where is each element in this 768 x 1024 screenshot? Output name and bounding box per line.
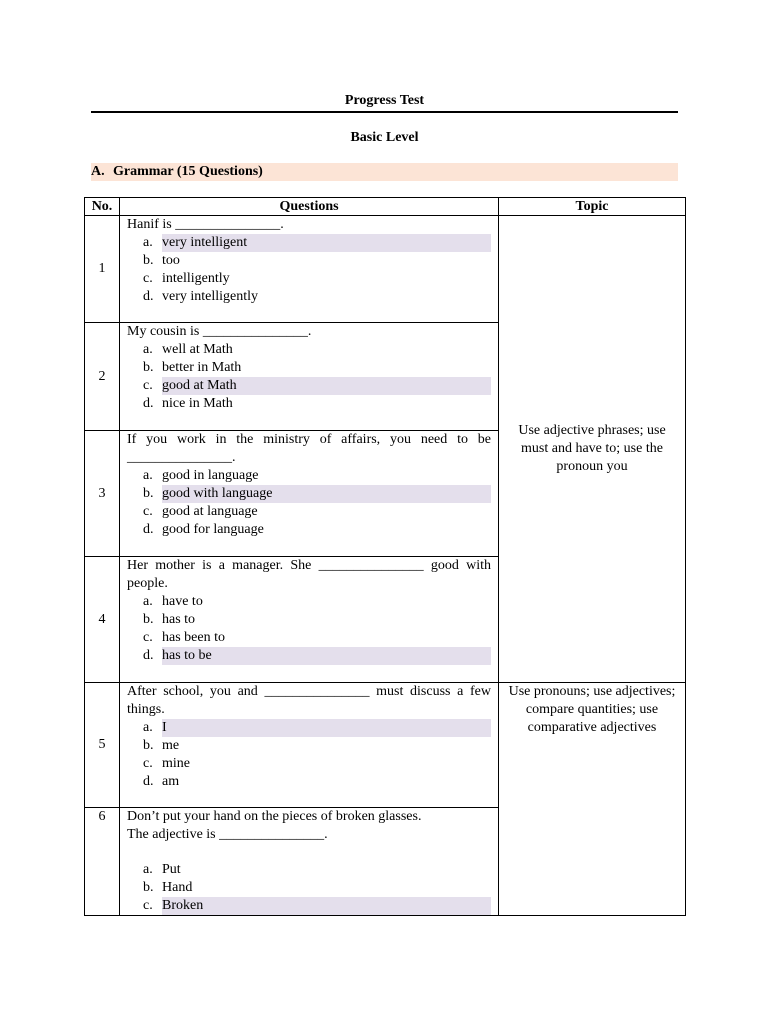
option-letter: a.: [143, 862, 153, 877]
section-title: Grammar (15 Questions): [113, 164, 263, 179]
section-heading: [91, 163, 678, 181]
topic-cell: Use pronouns; use adjectives; compare quantities; use comparative adjectives: [499, 683, 686, 916]
option-text: me: [162, 738, 180, 753]
option-letter: c.: [143, 756, 153, 771]
option-text: good at language: [162, 504, 258, 519]
option-text: good at Math: [162, 378, 237, 393]
table-header-row: [85, 198, 686, 216]
question-number: 1: [85, 216, 120, 323]
option-text: good with language: [162, 486, 273, 501]
option-b: [143, 252, 491, 270]
option-c: [143, 897, 491, 915]
question-stem: Hanif is _______________.: [127, 217, 284, 232]
table-row: [85, 216, 686, 323]
spacer: [162, 844, 491, 861]
table-row: [85, 683, 686, 808]
questions-table: [84, 197, 686, 916]
document-subtitle: Basic Level: [350, 130, 419, 145]
question-cell: [120, 216, 499, 323]
option-text: good for language: [162, 522, 264, 537]
option-letter: a.: [143, 720, 153, 735]
question-stem: Don’t put your hand on the pieces of broken glasses.: [127, 809, 422, 824]
section-number: A.: [91, 164, 105, 179]
option-text: well at Math: [162, 342, 233, 357]
question-number: 6: [85, 808, 120, 916]
option-letter: a.: [143, 235, 153, 250]
option-text: mine: [162, 756, 190, 771]
question-number: 4: [85, 557, 120, 683]
option-b: [143, 737, 491, 755]
option-a: [143, 467, 491, 485]
question-stem: Her mother is a manager. She _______________ good with people.: [127, 558, 491, 591]
option-c: [143, 629, 491, 647]
option-d: [143, 288, 491, 306]
question-cell: [120, 431, 499, 557]
option-letter: c.: [143, 898, 153, 913]
option-d: [143, 773, 491, 791]
option-text: very intelligently: [162, 289, 259, 304]
option-text: am: [162, 774, 180, 789]
option-letter: c.: [143, 378, 153, 393]
document-title: Progress Test: [344, 93, 425, 108]
option-a: [143, 593, 491, 611]
column-header-topic: Topic: [499, 198, 686, 216]
option-text: Broken: [162, 898, 204, 913]
question-cell: [120, 323, 499, 431]
option-b: [143, 485, 491, 503]
option-b: [143, 611, 491, 629]
option-letter: b.: [143, 360, 154, 375]
option-text: intelligently: [162, 271, 230, 286]
option-letter: d.: [143, 522, 154, 537]
title-underline: [91, 111, 678, 113]
question-cell: [120, 808, 499, 916]
option-text: has to: [162, 612, 196, 627]
option-letter: d.: [143, 774, 154, 789]
option-c: [143, 270, 491, 288]
option-text: has to be: [162, 648, 212, 663]
option-d: [143, 521, 491, 539]
option-text: too: [162, 253, 180, 268]
option-letter: c.: [143, 630, 153, 645]
column-header-no: No.: [85, 198, 120, 216]
option-c: [143, 755, 491, 773]
option-letter: a.: [143, 468, 153, 483]
question-number: 2: [85, 323, 120, 431]
option-letter: d.: [143, 648, 154, 663]
option-a: [143, 234, 491, 252]
option-a: [143, 719, 491, 737]
option-text: have to: [162, 594, 203, 609]
question-stem: If you work in the ministry of affairs, you need to be _______________.: [127, 432, 491, 465]
option-text: Put: [162, 862, 181, 877]
option-letter: b.: [143, 253, 154, 268]
option-text: very intelligent: [162, 235, 248, 250]
option-text: I: [162, 720, 167, 735]
option-letter: b.: [143, 486, 154, 501]
option-a: [143, 341, 491, 359]
option-c: [143, 377, 491, 395]
option-text: Hand: [162, 880, 193, 895]
question-stem: After school, you and _______________ must discuss a few things.: [127, 684, 491, 717]
question-stem-line-2: The adjective is _______________.: [127, 827, 328, 842]
option-letter: c.: [143, 271, 153, 286]
option-text: nice in Math: [162, 396, 233, 411]
option-letter: d.: [143, 396, 154, 411]
option-text: has been to: [162, 630, 225, 645]
option-letter: c.: [143, 504, 153, 519]
question-number: 5: [85, 683, 120, 808]
option-text: good in language: [162, 468, 259, 483]
question-cell: [120, 683, 499, 808]
option-d: [143, 647, 491, 665]
question-number: 3: [85, 431, 120, 557]
option-letter: b.: [143, 738, 154, 753]
option-b: [143, 359, 491, 377]
topic-cell: Use adjective phrases; use must and have to; use the pronoun you: [499, 216, 686, 683]
option-d: [143, 395, 491, 413]
option-letter: d.: [143, 289, 154, 304]
option-c: [143, 503, 491, 521]
option-text: better in Math: [162, 360, 242, 375]
question-stem: My cousin is _______________.: [127, 324, 312, 339]
question-cell: [120, 557, 499, 683]
option-letter: a.: [143, 342, 153, 357]
option-letter: b.: [143, 612, 154, 627]
column-header-questions: Questions: [120, 198, 499, 216]
option-b: [143, 879, 491, 897]
option-a: [143, 861, 491, 879]
option-letter: a.: [143, 594, 153, 609]
option-letter: b.: [143, 880, 154, 895]
